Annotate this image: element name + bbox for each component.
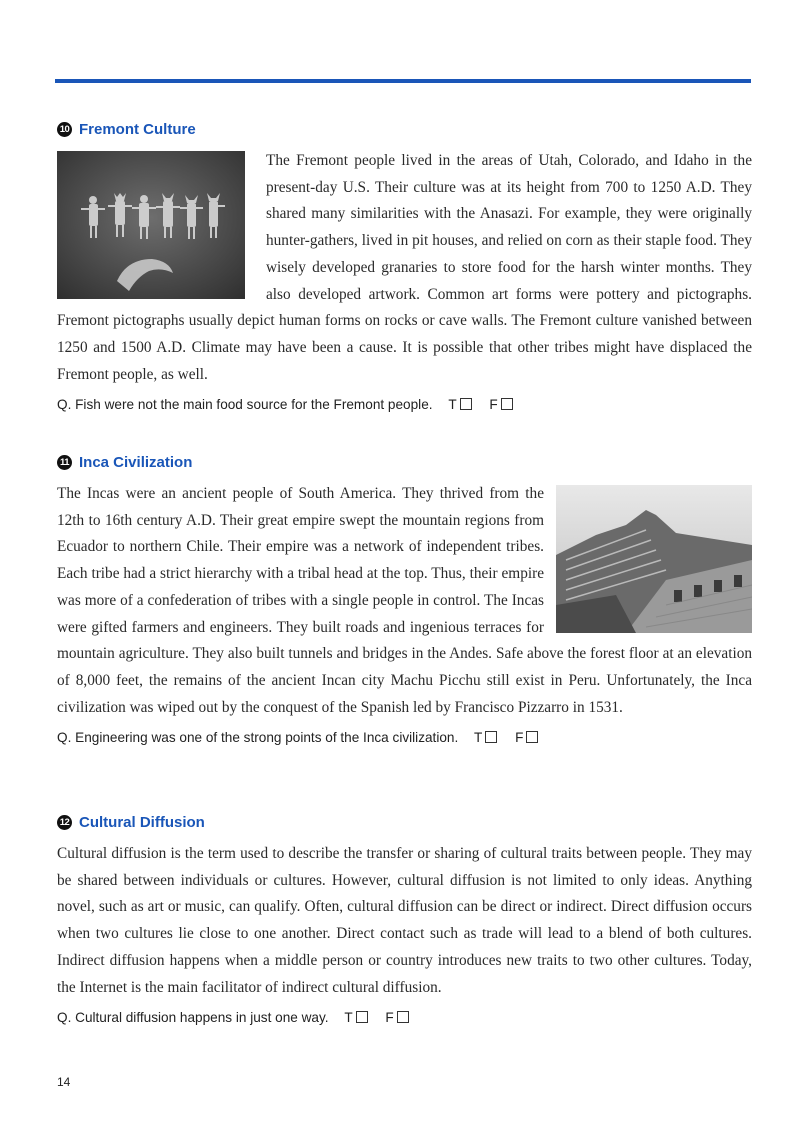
section-number-badge: 12 — [57, 815, 72, 830]
true-option[interactable]: T — [344, 1010, 367, 1025]
machu-picchu-ruins-icon — [556, 485, 752, 633]
false-checkbox[interactable] — [526, 731, 538, 743]
section-body — [57, 481, 752, 721]
section-text: Cultural diffusion is the term used to describe the transfer or sharing of cultural traits between people. They may be shared between individuals or cultures. However, cultural diffusion is not limited to only ideas. Anything novel, such as art or music, can qualify. Often, cultural diffusion can be direct or indirect. Direct diffusion occurs when two cultures lie close to one another. Direct contact such as trade will lead to a blend of both cultures. Indirect diffusion happens when a middle person or country introduces new traits to two other cultures. Today, the Internet is the main facilitator of indirect cultural diffusion. — [57, 845, 752, 996]
section-number-badge: 10 — [57, 122, 72, 137]
false-checkbox[interactable] — [397, 1011, 409, 1023]
true-checkbox[interactable] — [460, 398, 472, 410]
section-title: Inca Civilization — [79, 453, 193, 471]
question — [57, 1010, 752, 1025]
section-fremont-culture — [57, 118, 752, 412]
section-text: The Fremont people lived in the areas of Utah, Colorado, and Idaho in the present-day U.S. Their culture was at its height from 700 to 1250 A.D. They shared many similarities with the Anasazi. For example, they were originally hunter-gathers, lived in pit houses, and relied on corn as their staple food. They wisely developed granaries to store food for the harsh winter months. They also developed artwork. Common art forms were pottery and pictographs. Fremont pictographs usually depict human forms on rocks or cave walls. The Fremont culture vanished between 1250 and 1500 A.D. Climate may have been a cause. It is possible that other tribes might have displaced the Fremont people, as well. — [57, 152, 752, 383]
false-option[interactable]: F — [385, 1010, 408, 1025]
pictograph-rock-icon — [57, 151, 245, 299]
true-checkbox[interactable] — [356, 1011, 368, 1023]
section-cultural-diffusion — [57, 811, 752, 1025]
false-option[interactable]: F — [515, 730, 538, 745]
section-text: The Incas were an ancient people of South America. They thrived from the 12th to 16th century A.D. Their great empire swept the mountain regions from Ecuador to northern Chile. Their empire was a network of independent tribes. Each tribe had a strict hierarchy with a tribal head at the top. Thus, their empire was more of a confederation of tribes with a single people in control. The Incas were gifted farmers and engineers. They built roads and ingenious terraces for mountain agriculture. They also built tunnels and bridges in the Andes. Safe above the forest floor at an elevation of 8,000 feet, the remains of the ancient Incan city Machu Picchu still exist in Peru. Unfortunately, the Inca civilization was wiped out by the conquest of the Spanish led by Francisco Pizzarro in 1531. — [57, 485, 752, 716]
section-title: Cultural Diffusion — [79, 813, 205, 831]
section-body — [57, 148, 752, 388]
section-heading — [57, 118, 752, 140]
section-number-badge: 11 — [57, 455, 72, 470]
false-checkbox[interactable] — [501, 398, 513, 410]
question — [57, 397, 752, 412]
false-option[interactable]: F — [489, 397, 512, 412]
section-heading — [57, 451, 752, 473]
section-body — [57, 841, 752, 1001]
section-heading — [57, 811, 752, 833]
true-option[interactable]: T — [474, 730, 497, 745]
question-text: Q. Engineering was one of the strong points of the Inca civilization. — [57, 730, 459, 746]
question-text: Q. Fish were not the main food source for the Fremont people. — [57, 397, 433, 413]
question — [57, 730, 752, 745]
true-option[interactable]: T — [448, 397, 471, 412]
true-checkbox[interactable] — [485, 731, 497, 743]
section-title: Fremont Culture — [79, 120, 196, 138]
top-rule — [55, 79, 751, 83]
question-text: Q. Cultural diffusion happens in just one way. — [57, 1010, 329, 1026]
page-number: 14 — [57, 1075, 71, 1089]
section-inca-civilization — [57, 451, 752, 745]
